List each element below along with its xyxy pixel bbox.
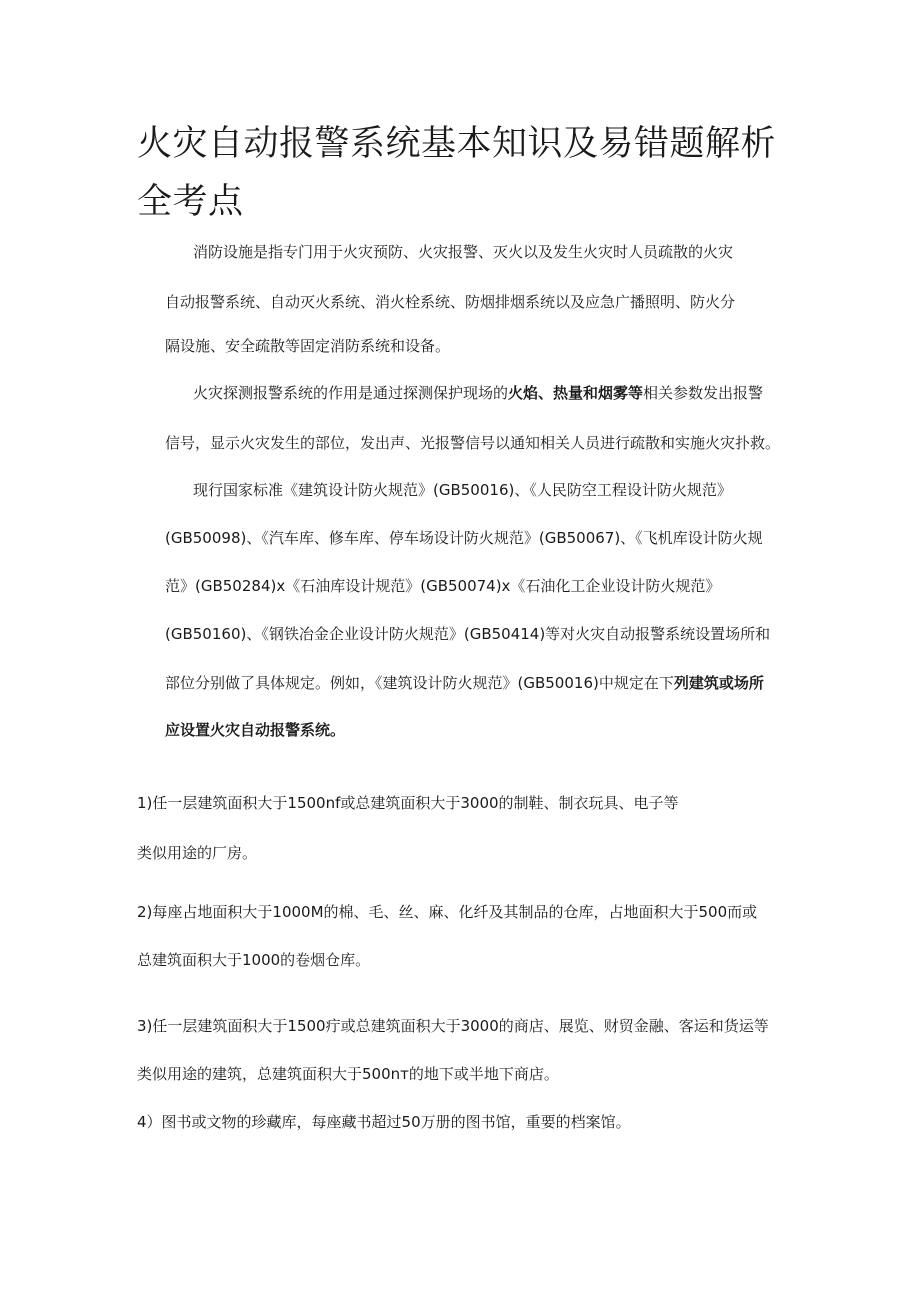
list-item-1-line-1: 1)任一层建筑面积大于1500nf或总建筑面积大于3000的制鞋、制衣玩具、电子等 [137,794,679,812]
paragraph-3-line-1: 现行国家标准《建筑设计防火规范》(GB50016)、《人民防空工程设计防火规范》 [193,481,732,499]
paragraph-2-emphasis: 火焰、热量和烟雾等 [508,384,644,402]
paragraph-2-line-1-text-a: 火灾探测报警系统的作用是通过探测保护现场的 [193,384,509,402]
paragraph-2-line-2: 信号，显示火灾发生的部位，发出声、光报警信号以通知相关人员进行疏散和实施火灾扑救。 [165,434,781,452]
paragraph-1-line-3: 隔设施、安全疏散等固定消防系统和设备。 [165,337,451,355]
paragraph-1-line-2: 自动报警系统、自动灭火系统、消火栓系统、防烟排烟系统以及应急广播照明、防火分 [165,293,736,311]
paragraph-3-line-4: (GB50160)、《钢铁冶金企业设计防火规范》(GB50414)等对火灾自动报警系统设置场所和 [165,625,771,643]
list-item-1-line-2: 类似用途的厂房。 [137,844,258,862]
paragraph-3-line-2: (GB50098)、《汽车库、修车库、停车场设计防火规范》(GB50067)、《飞机库设计防火规 [165,529,763,547]
document-title-line-2: 全考点 [137,182,244,222]
list-item-3-line-2: 类似用途的建筑，总建筑面积大于500nт的地下或半地下商店。 [137,1065,559,1083]
list-item-2-line-1: 2)每座占地面积大于1000M的棉、毛、丝、麻、化纤及其制品的仓库，占地面积大于500而或 [137,903,758,921]
list-item-2-line-2: 总建筑面积大于1000的卷烟仓库。 [137,951,371,969]
paragraph-3-emphasis-a: 列建筑或场所 [673,674,764,692]
paragraph-3-line-6: 应设置火灾自动报警系统。 [165,721,346,739]
paragraph-1-line-1: 消防设施是指专门用于火灾预防、火灾报警、灭火以及发生火灾时人员疏散的火灾 [193,243,734,261]
paragraph-2-line-1 [193,383,763,403]
list-item-4-line-1: 4）图书或文物的珍藏库，每座藏书超过50万册的图书馆，重要的档案馆。 [137,1113,631,1131]
list-item-3-line-1: 3)任一层建筑面积大于1500疔或总建筑面积大于3000的商店、展览、财贸金融、客运和货运等 [137,1017,769,1035]
paragraph-3-line-5-text: 部位分别做了具体规定。例如，《建筑设计防火规范》(GB50016)中规定在下 [165,674,674,692]
paragraph-3-line-5 [165,673,764,693]
paragraph-3-line-3: 范》(GB50284)x《石油库设计规范》(GB50074)x《石油化工企业设计防火规范》 [165,577,721,595]
paragraph-2-line-1-text-b: 相关参数发出报警 [643,384,764,402]
document-title-line-1: 火灾自动报警系统基本知识及易错题解析 [137,124,777,164]
